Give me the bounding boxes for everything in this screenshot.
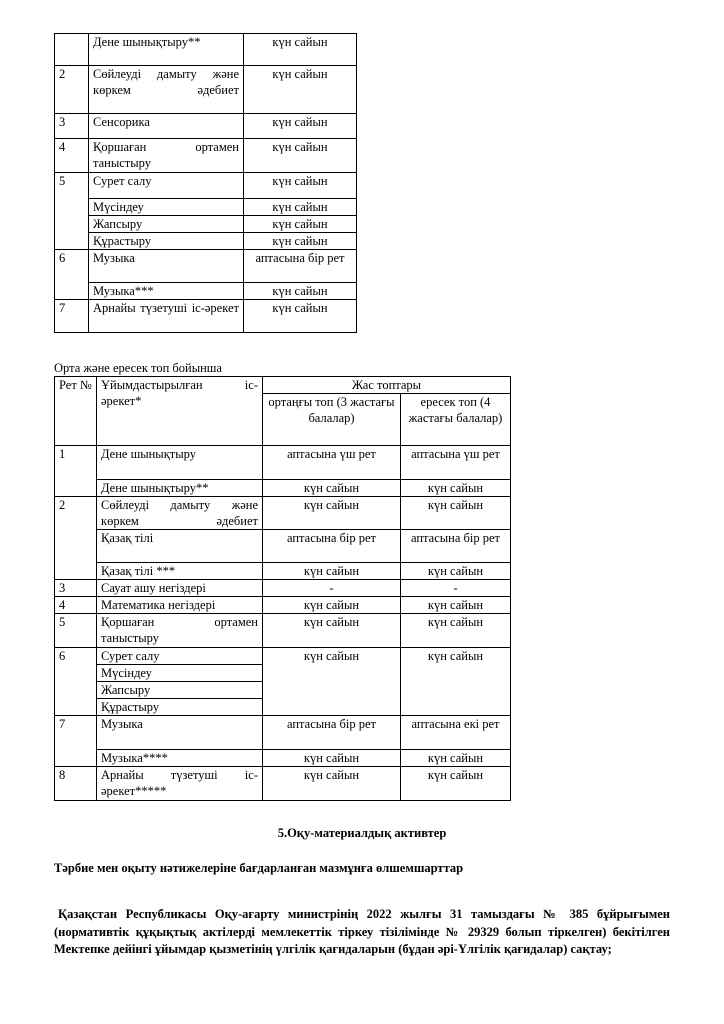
row-number: 4 — [55, 139, 89, 173]
row-number: 1 — [55, 446, 97, 480]
activity-name: Музыка — [97, 716, 263, 750]
row-number — [55, 563, 97, 580]
table-row — [55, 614, 511, 648]
frequency: күн сайын — [244, 139, 357, 173]
header-activity: Ұйымдастырылған іс-әрекет* — [97, 377, 263, 446]
table-row — [55, 497, 511, 530]
frequency: күн сайын — [244, 216, 357, 233]
row-number: 6 — [55, 648, 97, 716]
table-row — [55, 480, 511, 497]
activity-name: Қоршаған ортамен таныстыру — [89, 139, 244, 173]
frequency: күн сайын — [244, 199, 357, 216]
senior-value: аптасына екі рет — [401, 716, 511, 750]
header-middle-group: ортаңғы топ (3 жастағы балалар) — [263, 394, 401, 446]
senior-value: күн сайын — [401, 614, 511, 648]
activity-name: Музыка — [89, 250, 244, 283]
row-number: 4 — [55, 597, 97, 614]
row-number: 5 — [55, 173, 89, 199]
table-row — [55, 446, 511, 480]
frequency: күн сайын — [244, 66, 357, 114]
table-row — [55, 716, 511, 750]
frequency: күн сайын — [244, 34, 357, 66]
table-row — [55, 199, 357, 216]
activity-name: Сауат ашу негіздері — [97, 580, 263, 597]
table-row — [55, 563, 511, 580]
activity-name: Дене шынықтыру** — [89, 34, 244, 66]
table-row — [55, 300, 357, 333]
table-row — [55, 250, 357, 283]
activity-name: Музыка*** — [89, 283, 244, 300]
middle-value: күн сайын — [263, 767, 401, 801]
activity-name: Мүсіндеу — [89, 199, 244, 216]
header-number: Рет № — [55, 377, 97, 446]
activity-name: Сөйлеуді дамыту және көркем әдебиет — [89, 66, 244, 114]
senior-value: күн сайын — [401, 480, 511, 497]
header-age-groups: Жас топтары — [263, 377, 511, 394]
table-header-row — [55, 377, 511, 394]
activity-name: Жапсыру — [89, 216, 244, 233]
activity-name: Мүсіндеу — [97, 665, 263, 682]
senior-value: - — [401, 580, 511, 597]
middle-value: аптасына бір рет — [263, 716, 401, 750]
schedule-table-middle-senior — [54, 376, 511, 801]
activity-name: Дене шынықтыру** — [97, 480, 263, 497]
row-number: 6 — [55, 250, 89, 283]
body-paragraph: Қазақстан Республикасы Оқу-ағарту министрінің 2022 жылғы 31 тамыздағы № 385 бұйрығымен (нормативтік құқықтық актілерді мемлекеттік тіркеу тізілімінде № 29329 болып тіркелген) бекітілген Мектепке дейінгі ұйымдар қызметінің үлгілік қағидаларын (бұдан әрі-Үлгілік қағидалар) сақтау; — [54, 907, 670, 956]
table-row — [55, 580, 511, 597]
frequency: күн сайын — [244, 233, 357, 250]
activity-name: Сенсорика — [89, 114, 244, 139]
senior-value: аптасына үш рет — [401, 446, 511, 480]
middle-value: - — [263, 580, 401, 597]
table-row — [55, 173, 357, 199]
middle-value: күн сайын — [263, 597, 401, 614]
senior-value: күн сайын — [401, 497, 511, 530]
section-subheading: Тәрбие мен оқыту нәтижелеріне бағдарланған мазмұнға өлшемшарттар — [54, 861, 464, 875]
row-number: 2 — [55, 497, 97, 530]
section-heading: 5.Оқу-материалдық активтер — [277, 826, 447, 840]
activity-name: Жапсыру — [97, 682, 263, 699]
row-number: 2 — [55, 66, 89, 114]
senior-value: күн сайын — [401, 750, 511, 767]
row-number: 7 — [55, 716, 97, 750]
senior-value: күн сайын — [401, 648, 511, 716]
frequency: күн сайын — [244, 300, 357, 333]
table-caption: Орта және ересек топ бойынша — [54, 361, 222, 375]
middle-value: күн сайын — [263, 480, 401, 497]
activity-name: Құрастыру — [89, 233, 244, 250]
activity-name: Құрастыру — [97, 699, 263, 716]
activity-name: Сөйлеуді дамыту және көркем әдебиет — [97, 497, 263, 530]
activity-name: Музыка**** — [97, 750, 263, 767]
activity-name: Қазақ тілі *** — [97, 563, 263, 580]
activity-name: Дене шынықтыру — [97, 446, 263, 480]
table-row — [55, 34, 357, 66]
senior-value: күн сайын — [401, 597, 511, 614]
middle-value: күн сайын — [263, 750, 401, 767]
middle-value: күн сайын — [263, 497, 401, 530]
frequency: күн сайын — [244, 283, 357, 300]
header-senior-group: ересек топ (4 жастағы балалар) — [401, 394, 511, 446]
middle-value: күн сайын — [263, 648, 401, 716]
senior-value: аптасына бір рет — [401, 530, 511, 563]
senior-value: күн сайын — [401, 563, 511, 580]
middle-value: күн сайын — [263, 614, 401, 648]
activity-name: Сурет салу — [89, 173, 244, 199]
row-number — [55, 283, 89, 300]
row-number — [55, 34, 89, 66]
middle-value: аптасына үш рет — [263, 446, 401, 480]
table-row — [55, 648, 511, 665]
table-row — [55, 597, 511, 614]
row-number: 3 — [55, 114, 89, 139]
activity-name: Қоршаған ортамен таныстыру — [97, 614, 263, 648]
row-number — [55, 530, 97, 563]
middle-value: аптасына бір рет — [263, 530, 401, 563]
row-number: 8 — [55, 767, 97, 801]
activity-name: Сурет салу — [97, 648, 263, 665]
activity-name: Қазақ тілі — [97, 530, 263, 563]
table-row — [55, 66, 357, 114]
senior-value: күн сайын — [401, 767, 511, 801]
frequency: күн сайын — [244, 173, 357, 199]
row-number: 3 — [55, 580, 97, 597]
table-row — [55, 530, 511, 563]
table-row — [55, 767, 511, 801]
table-row — [55, 114, 357, 139]
row-number: 7 — [55, 300, 89, 333]
row-number — [55, 199, 89, 216]
row-number: 5 — [55, 614, 97, 648]
table-row — [55, 216, 357, 233]
table-row — [55, 233, 357, 250]
activity-name: Арнайы түзетуші іс-әрекет***** — [97, 767, 263, 801]
row-number — [55, 480, 97, 497]
row-number — [55, 750, 97, 767]
frequency: күн сайын — [244, 114, 357, 139]
middle-value: күн сайын — [263, 563, 401, 580]
table-row — [55, 283, 357, 300]
row-number — [55, 233, 89, 250]
table-row — [55, 139, 357, 173]
activity-name: Арнайы түзетуші іс-әрекет — [89, 300, 244, 333]
row-number — [55, 216, 89, 233]
table-row — [55, 750, 511, 767]
schedule-table-junior — [54, 33, 357, 333]
frequency: аптасына бір рет — [244, 250, 357, 283]
activity-name: Математика негіздері — [97, 597, 263, 614]
